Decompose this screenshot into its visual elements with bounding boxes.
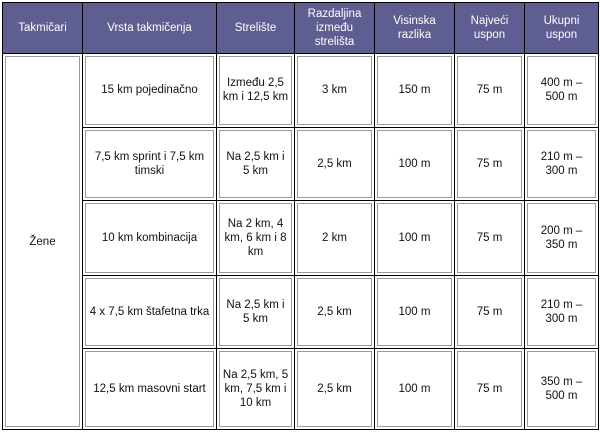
cell-max-climb: 75 m (455, 276, 525, 350)
cell-total-climb: 200 m – 350 m (525, 201, 599, 276)
table-row (3, 276, 599, 350)
header-total-climb: Ukupni uspon (525, 3, 599, 54)
header-shooting-range: Strelište (217, 3, 295, 54)
cell-competition-type: 7,5 km sprint i 7,5 km timski (83, 128, 217, 202)
cell-shooting-range: Na 2,5 km, 5 km, 7,5 km i 10 km (217, 349, 295, 430)
cell-height-difference: 100 m (375, 201, 455, 276)
cell-max-climb: 75 m (455, 128, 525, 202)
table-row (3, 128, 599, 202)
cell-competition-type: 4 x 7,5 km štafetna trka (83, 276, 217, 350)
cell-max-climb: 75 m (455, 54, 525, 128)
cell-max-climb: 75 m (455, 201, 525, 276)
cell-max-climb: 75 m (455, 349, 525, 430)
cell-range-distance: 2 km (295, 201, 375, 276)
group-label: Žene (3, 54, 83, 430)
cell-height-difference: 150 m (375, 54, 455, 128)
table-row (3, 201, 599, 276)
cell-height-difference: 100 m (375, 128, 455, 202)
header-height-difference: Visinska razlika (375, 3, 455, 54)
cell-total-climb: 400 m – 500 m (525, 54, 599, 128)
header-competitors: Takmičari (3, 3, 83, 54)
cell-range-distance: 3 km (295, 54, 375, 128)
header-range-distance: Razdaljina između strelišta (295, 3, 375, 54)
cell-total-climb: 210 m – 300 m (525, 128, 599, 202)
table-row (3, 349, 599, 430)
cell-range-distance: 2,5 km (295, 128, 375, 202)
header-row (3, 3, 599, 54)
cell-competition-type: 12,5 km masovni start (83, 349, 217, 430)
cell-range-distance: 2,5 km (295, 276, 375, 350)
cell-competition-type: 15 km pojedinačno (83, 54, 217, 128)
cell-total-climb: 210 m – 300 m (525, 276, 599, 350)
cell-shooting-range: Na 2,5 km i 5 km (217, 128, 295, 202)
cell-shooting-range: Između 2,5 km i 12,5 km (217, 54, 295, 128)
cell-shooting-range: Na 2,5 km i 5 km (217, 276, 295, 350)
header-competition-type: Vrsta takmičenja (83, 3, 217, 54)
cell-range-distance: 2,5 km (295, 349, 375, 430)
cell-height-difference: 100 m (375, 276, 455, 350)
cell-height-difference: 100 m (375, 349, 455, 430)
table-row (3, 54, 599, 128)
cell-shooting-range: Na 2 km, 4 km, 6 km i 8 km (217, 201, 295, 276)
cell-total-climb: 350 m – 500 m (525, 349, 599, 430)
cell-competition-type: 10 km kombinacija (83, 201, 217, 276)
competition-table (2, 2, 599, 430)
header-max-climb: Najveći uspon (455, 3, 525, 54)
